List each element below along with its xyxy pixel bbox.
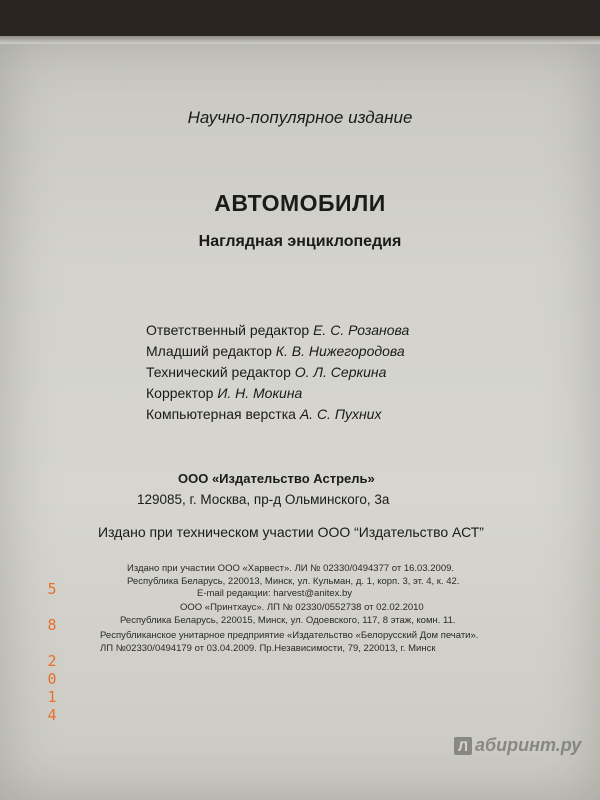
labirint-logo-icon: Л — [454, 737, 472, 755]
date-stamp-char: 4 — [47, 706, 57, 724]
date-stamp-char: 0 — [47, 670, 57, 688]
credit-name: О. Л. Серкина — [294, 364, 387, 380]
imprint-printhouse — [120, 602, 456, 627]
tech-participation-note: Издано при техническом участии ООО “Издательство АСТ” — [98, 524, 484, 540]
date-stamp-char: 2 — [47, 652, 57, 670]
credit-row — [146, 385, 409, 406]
credit-role: Корректор — [146, 385, 214, 401]
imprint-line: Издано при участии ООО «Харвест». ЛИ № 02330/0494377 от 16.03.2009. — [127, 563, 455, 574]
credit-row — [146, 406, 409, 427]
date-stamp-char — [40, 634, 64, 652]
imprint-line: Республиканское унитарное предприятие «Издательство «Белорусский Дом печати». — [100, 630, 479, 641]
imprint-line: ООО «Принтхаус». ЛП № 02330/0552738 от 02.02.2010 — [180, 602, 424, 613]
date-stamp-char — [40, 598, 64, 616]
credit-role: Младший редактор — [146, 343, 272, 359]
credit-role: Технический редактор — [146, 364, 291, 380]
imprint-line: E-mail редакции: harvest@anitex.by — [197, 588, 353, 599]
credit-role: Ответственный редактор — [146, 322, 310, 338]
date-stamp-char: 1 — [47, 688, 57, 706]
imprint-harvest — [127, 563, 459, 601]
credit-name: К. В. Нижегородова — [275, 343, 405, 359]
watermark-text: абиринт.ру — [475, 735, 582, 755]
publisher-name: ООО «Издательство Астрель» — [178, 471, 375, 486]
edition-type: Научно-популярное издание — [187, 108, 413, 127]
date-stamp-char: 5 — [47, 580, 57, 598]
credit-name: Е. С. Розанова — [313, 322, 410, 338]
credit-role: Компьютерная верстка — [146, 406, 296, 422]
credit-row — [146, 364, 409, 385]
imprint-printing-house — [100, 630, 478, 655]
date-stamp-char: 8 — [47, 616, 57, 634]
credit-name: И. Н. Мокина — [217, 385, 303, 401]
imprint-line: Республика Беларусь, 220013, Минск, ул. Кульман, д. 1, корп. 3, эт. 4, к. 42. — [127, 575, 460, 587]
credit-name: А. С. Пухних — [299, 406, 382, 422]
credit-row — [146, 343, 409, 364]
labirint-watermark — [454, 735, 581, 756]
camera-date-stamp — [40, 580, 64, 724]
credit-row — [146, 322, 409, 343]
publisher-address: 129085, г. Москва, пр-д Ольминского, 3а — [137, 492, 390, 507]
book-page — [0, 36, 600, 800]
book-subtitle: Наглядная энциклопедия — [198, 233, 402, 250]
book-title: АВТОМОБИЛИ — [214, 190, 386, 216]
imprint-line: ЛП №02330/0494179 от 03.04.2009. Пр.Независимости, 79, 220013, г. Минск — [100, 642, 436, 654]
imprint-line: Республика Беларусь, 220015, Минск, ул. Одоевского, 117, 8 этаж, комн. 11. — [120, 614, 456, 626]
credits-list — [146, 322, 409, 427]
